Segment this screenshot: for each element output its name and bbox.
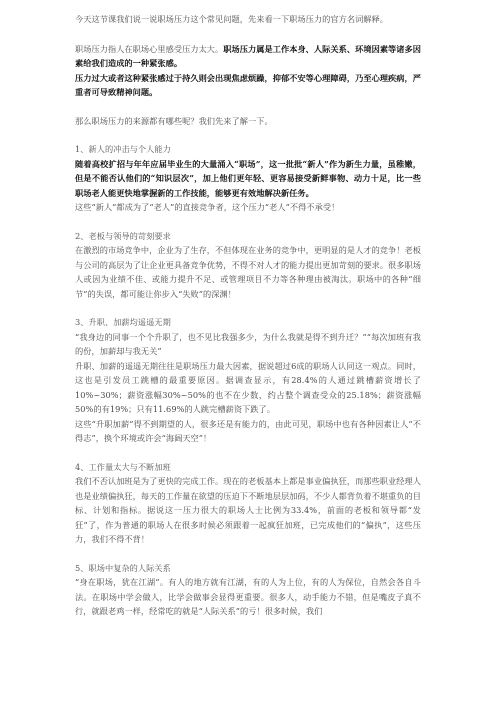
section-4-title: 4、工作量太大与不断加班: [75, 461, 171, 472]
section-5-text: “身在职场，犹在江湖”。有人的地方就有江湖，有的人为上位，有的人为保位，自然会各自斗法。在职场中学会做人，比学会做事会显得更重要。很多人，动手能力不错，但是嘴皮子真不行，就跟老鸡一样，经常吃的就是“人际关系”的亏！很多时候，我们: [75, 577, 421, 616]
definition-bold-2: 压力过大或者这种紧张感过于持久则会出现焦虑烦躁，抑郁不安等心理障碍，乃至心理疾病，严重者可导致精神问题。: [75, 72, 421, 97]
definition-text: 职场压力指人在职场心里感受压力太大。: [75, 43, 224, 54]
section-1-title: 1、新人的冲击与个人能力: [75, 144, 171, 154]
section-1-text: 这些“新人”都成为了“老人”的直接竞争者，这个压力“老人”不得不承受！: [75, 202, 340, 212]
section-5-title: 5、职场中复杂的人际关系: [75, 562, 171, 573]
section-3-title: 3、升职、加薪均遥遥无期: [75, 317, 171, 327]
section-3-text: 升职、加薪的遥遥无期往往是职场压力最大因素，据说超过6成的职场人认同这一观点。同时，这也是引发员工跳槽的最重要原因。据调查显示，有28.4%的人通过跳槽薪资增长了10%~30%；薪资涨幅30%~50%的也不在少数，约占整个调查受众的25.18%；薪资涨幅50%的有19%；只有11.69%的人跳完槽薪资下跌了。: [75, 360, 421, 414]
section-2-text: 在激烈的市场竞争中，企业为了生存，不但体现在业务的竞争中，更明显的是人才的竞争！老板与公司的高层为了让企业更具备竞争优势，不得不对人才的能力提出更加苛刻的要求。很多职场人或因为业绩不佳、或能力提升不足、或管理项目不力等各种理由被淘汰。职场中的各种“细节”的失误，都可能让你步入“失败”的深渊！: [75, 245, 421, 299]
intro-paragraph: 今天这节课我们说一说职场压力这个常见问题，先来看一下职场压力的官方名词解释。: [75, 14, 389, 24]
definition-paragraph: [75, 42, 421, 71]
section-4-text: 我们不否认加班是为了更快的完成工作。现在的老板基本上都是事业偏执狂，而那些职业经理人也是业绩偏执狂，每天的工作量在欲望的压迫下不断地层层加码，不少人都背负着不堪重负的目标、计划和指标。据说这一压力很大的职场人士比例为33.4%，前面的老板和领导都“发狂”了，作为普通的职场人在很多时候必须跟着一起疯狂加班，已完成他们的“偏执”，这些压力，我们不得不背！: [75, 476, 421, 544]
section-2-title: 2、老板与领导的苛刻要求: [75, 230, 171, 241]
section-3-conclusion: 这些“升职加薪”得不到期望的人，很多还是有能力的，由此可见，职场中也有各种因素让人“不得志”，换个环境或许会“海阔天空”！: [75, 418, 421, 443]
sources-question: 那么职场压力的来源都有哪些呢？我们先来了解一下。: [75, 115, 273, 126]
section-3-quote: “我身边的同事一个个升职了，也不见比我强多少，为什么我就是得不到升迁？”“每次加班有我的份，加薪却与我无关”: [75, 331, 421, 356]
article-body: [75, 12, 421, 619]
section-1-bold: 随着高校扩招与年年应届毕业生的大量涌入“职场”，这一批批“新人”作为新生力量，虽稚嫩，但是不能否认他们的“知识层次”，加上他们更年轻、更容易接受新鲜事物、动力十足，比一些职场老人能更快地掌握新的工作技能，能够更有效地解决新任务。: [75, 158, 421, 198]
definition-bold-1: 职场压力属是工作本身、人际关系、环境因素等诸多因素给我们造成的一种紧张感。: [75, 43, 422, 68]
